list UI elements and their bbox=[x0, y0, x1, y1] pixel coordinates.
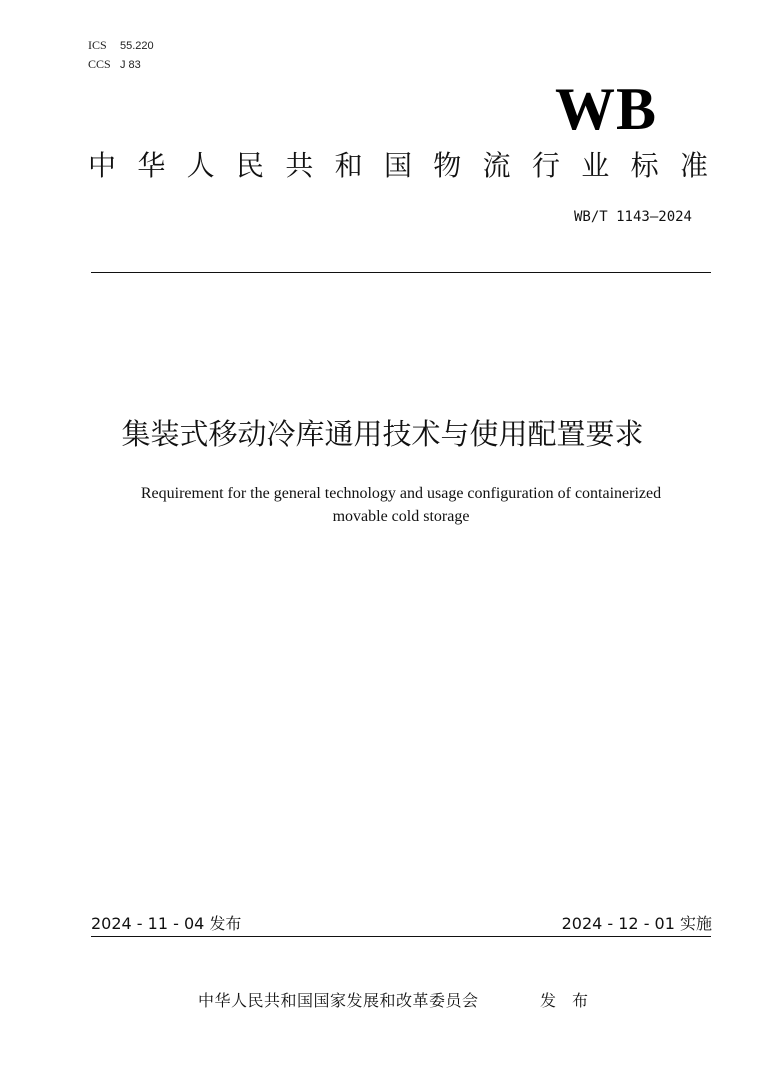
title-en-line2: movable cold storage bbox=[332, 508, 470, 525]
ics-value: 55.220 bbox=[120, 40, 154, 52]
bottom-divider bbox=[91, 936, 711, 937]
title-char: 业 bbox=[581, 149, 610, 182]
standard-code: WB/T 1143—2024 bbox=[573, 209, 692, 225]
document-title-en bbox=[92, 482, 710, 528]
title-char: 准 bbox=[679, 149, 708, 182]
title-char: 物 bbox=[433, 149, 462, 182]
title-char: 民 bbox=[235, 149, 264, 182]
standard-category-title bbox=[88, 146, 708, 186]
ccs-value: J 83 bbox=[120, 59, 141, 71]
title-char: 人 bbox=[186, 149, 215, 182]
title-char: 标 bbox=[630, 149, 659, 182]
implementation-date: 2024 - 12 - 01 实施 bbox=[561, 914, 712, 933]
title-char: 国 bbox=[383, 149, 412, 182]
top-divider bbox=[91, 272, 711, 273]
ccs-label: CCS bbox=[88, 57, 111, 71]
publish-action: 发布 bbox=[540, 991, 605, 1010]
title-char: 行 bbox=[531, 149, 560, 182]
title-char: 流 bbox=[482, 149, 511, 182]
ccs-classification bbox=[88, 57, 141, 72]
title-char: 和 bbox=[334, 149, 363, 182]
document-title-zh: 集装式移动冷库通用技术与使用配置要求 bbox=[121, 417, 644, 451]
ics-label: ICS bbox=[88, 38, 107, 52]
publisher-name: 中华人民共和国国家发展和改革委员会 bbox=[198, 991, 479, 1010]
wb-logo: WB bbox=[554, 76, 657, 142]
title-en-line1: Requirement for the general technology and usage configuration of containerized bbox=[140, 485, 662, 502]
title-char: 华 bbox=[137, 149, 166, 182]
title-char: 中 bbox=[88, 149, 117, 182]
title-char: 共 bbox=[285, 149, 314, 182]
ics-classification bbox=[88, 38, 154, 53]
issue-date: 2024 - 11 - 04 发布 bbox=[91, 914, 242, 933]
